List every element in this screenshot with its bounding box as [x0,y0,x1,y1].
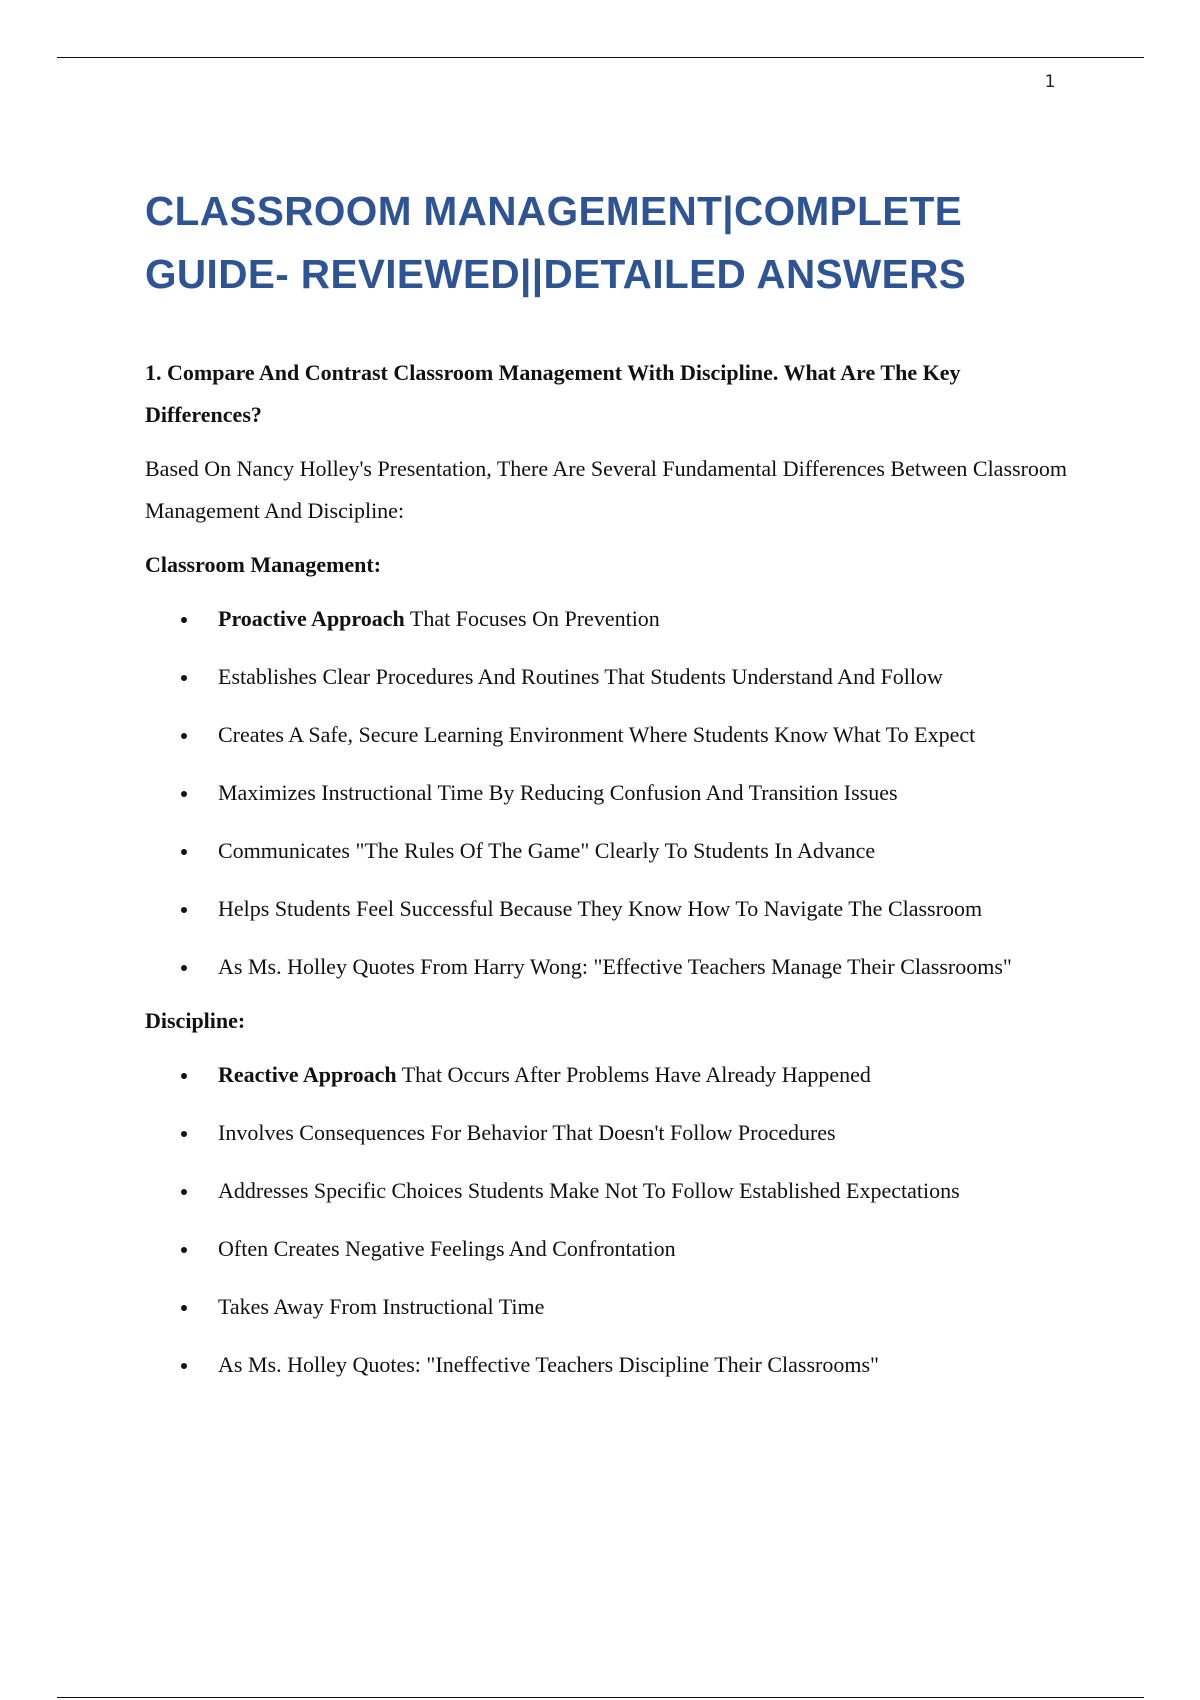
list-item [145,1054,1075,1096]
bullet-icon [181,1131,187,1137]
bullet-icon [181,907,187,913]
bullet-icon [181,1189,187,1195]
list-item [145,598,1075,640]
footer-rule [57,1697,1144,1698]
item-text: Creates A Safe, Secure Learning Environment Where Students Know What To Expect [218,722,976,747]
document-title [145,180,1145,306]
list-item [145,1170,1075,1212]
item-text: Often Creates Negative Feelings And Confrontation [218,1236,676,1261]
discipline-list [145,1054,1075,1386]
item-text: That Focuses On Prevention [404,606,660,631]
bullet-icon [181,791,187,797]
list-item [145,1344,1075,1386]
bullet-icon [181,675,187,681]
list-item [145,656,1075,698]
bullet-icon [181,849,187,855]
item-text: That Occurs After Problems Have Already Happened [396,1062,871,1087]
item-text: Establishes Clear Procedures And Routines That Students Understand And Follow [218,664,943,689]
bullet-icon [181,1305,187,1311]
item-bold-lead: Reactive Approach [218,1062,397,1087]
bullet-icon [181,1073,187,1079]
bullet-icon [181,1363,187,1369]
item-text: Helps Students Feel Successful Because They Know How To Navigate The Classroom [218,896,983,921]
list-item [145,888,1075,930]
bullet-icon [181,965,187,971]
intro-paragraph: Based On Nancy Holley's Presentation, There Are Several Fundamental Differences Between Classroom Management And Discipline: [145,456,1068,523]
item-text: Communicates "The Rules Of The Game" Clearly To Students In Advance [218,838,876,863]
question-heading: 1. Compare And Contrast Classroom Management With Discipline. What Are The Key Differences? [145,360,961,427]
section-heading-discipline: Discipline: [145,1008,246,1033]
section-heading-classroom-management: Classroom Management: [145,552,382,577]
bullet-icon [181,1247,187,1253]
item-text: Addresses Specific Choices Students Make Not To Follow Established Expectations [218,1178,960,1203]
document-title-line-1: CLASSROOM MANAGEMENT|COMPLETE [145,188,963,234]
list-item [145,830,1075,872]
list-item [145,1112,1075,1154]
item-text: Takes Away From Instructional Time [218,1294,545,1319]
document-title-line-2: GUIDE- REVIEWED||DETAILED ANSWERS [145,251,967,297]
item-text: Maximizes Instructional Time By Reducing Confusion And Transition Issues [218,780,898,805]
header-rule [57,57,1144,58]
item-text: As Ms. Holley Quotes From Harry Wong: "Effective Teachers Manage Their Classrooms" [218,954,1012,979]
list-item [145,946,1075,988]
page-number: 1 [1044,72,1056,92]
item-bold-lead: Proactive Approach [218,606,405,631]
item-text: As Ms. Holley Quotes: "Ineffective Teachers Discipline Their Classrooms" [218,1352,880,1377]
list-item [145,714,1075,756]
list-item [145,1286,1075,1328]
bullet-icon [181,617,187,623]
bullet-icon [181,733,187,739]
list-item [145,772,1075,814]
list-item [145,1228,1075,1270]
classroom-management-list [145,598,1075,988]
document-body [145,352,1075,1386]
item-text: Involves Consequences For Behavior That Doesn't Follow Procedures [218,1120,836,1145]
